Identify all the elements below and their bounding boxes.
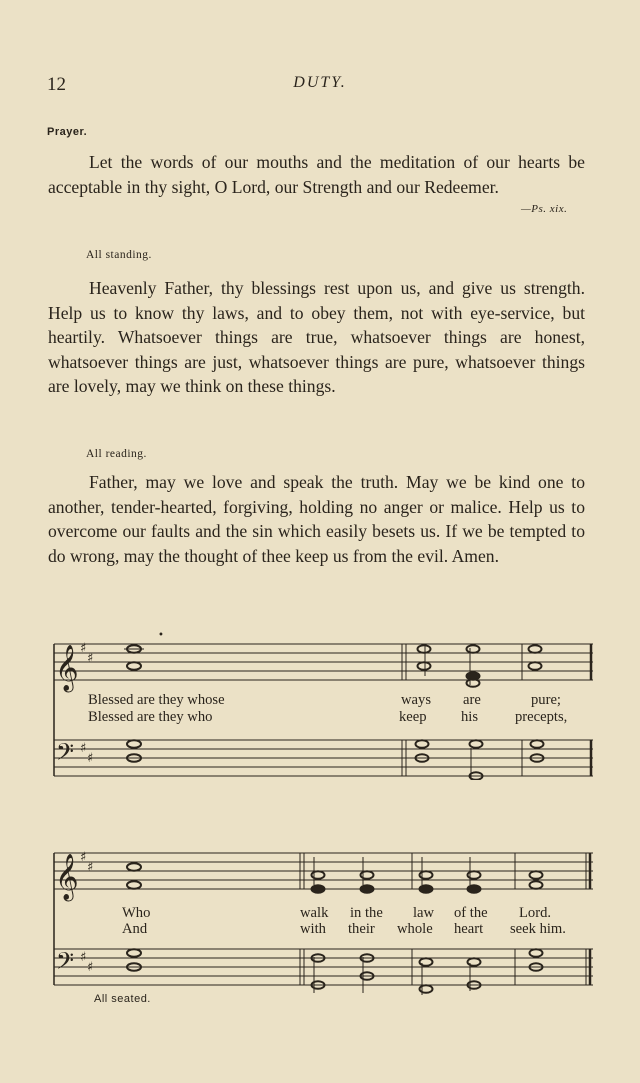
lyric: law xyxy=(413,905,435,921)
lyric: Blessed are they whose xyxy=(88,692,225,708)
lyric: walk xyxy=(300,905,329,921)
svg-text:♯: ♯ xyxy=(80,741,87,756)
lyric: his xyxy=(461,709,479,725)
lyric: whole xyxy=(397,921,433,937)
svg-text:♯: ♯ xyxy=(80,850,87,865)
svg-text:♯: ♯ xyxy=(80,641,87,656)
standing-rubric: All standing. xyxy=(86,249,152,261)
lyric: with xyxy=(300,921,326,937)
reading-rubric: All reading. xyxy=(86,448,147,460)
svg-text:♯: ♯ xyxy=(87,651,94,666)
lyric: keep xyxy=(399,709,427,725)
chant-system-2 xyxy=(50,845,600,995)
seated-rubric: All seated. xyxy=(94,993,151,1005)
prayer-citation: —Ps. xix. xyxy=(521,203,568,215)
reading-text: Father, may we love and speak the truth. May we be kind one to another, tender-hearted, forgiving, holding no anger or malice. Help us to overcome our faults and the sin which easily besets us. If we be tempted to do wrong, may the thought of thee keep us from the evil. Amen. xyxy=(48,472,585,566)
chant-system-1 xyxy=(50,630,600,780)
lyric: in the xyxy=(350,905,383,921)
lyric: seek him. xyxy=(510,921,566,937)
lyric: ways xyxy=(401,692,431,708)
svg-text:♯: ♯ xyxy=(87,751,94,766)
svg-text:♯: ♯ xyxy=(80,950,87,965)
lyric: Blessed are they who xyxy=(88,709,213,725)
lyric: And xyxy=(122,921,148,937)
svg-text:♯: ♯ xyxy=(87,960,94,975)
svg-text:𝄞: 𝄞 xyxy=(55,854,79,900)
lyric: of the xyxy=(454,905,488,921)
svg-text:𝄢: 𝄢 xyxy=(56,738,75,771)
lyric: Who xyxy=(122,905,151,921)
lyric: heart xyxy=(454,921,484,937)
prayer-text: Let the words of our mouths and the meditation of our hearts be acceptable in thy sight, O Lord, our Strength and our Redeemer. xyxy=(48,152,585,197)
prayer-rubric: Prayer. xyxy=(47,126,88,138)
svg-text:𝄢: 𝄢 xyxy=(56,947,75,980)
svg-text:•: • xyxy=(158,630,164,641)
lyric: precepts, xyxy=(515,709,568,725)
running-head: DUTY. xyxy=(293,74,347,91)
standing-text: Heavenly Father, thy blessings rest upon us, and give us strength. Help us to know thy laws, and to obey them, not with eye-service, but heartily. Whatsoever things are true, whatsoever things are honest, whatsoever things are just, whatsoever things are pure, whatsoever things are lovely, may we think on these things. xyxy=(48,278,585,396)
lyric: their xyxy=(348,921,375,937)
lyric: pure; xyxy=(531,692,561,708)
lyric: are xyxy=(463,692,481,708)
svg-text:𝄞: 𝄞 xyxy=(55,645,79,691)
page-number: 12 xyxy=(47,74,66,95)
svg-text:♯: ♯ xyxy=(87,860,94,875)
lyric: Lord. xyxy=(519,905,552,921)
